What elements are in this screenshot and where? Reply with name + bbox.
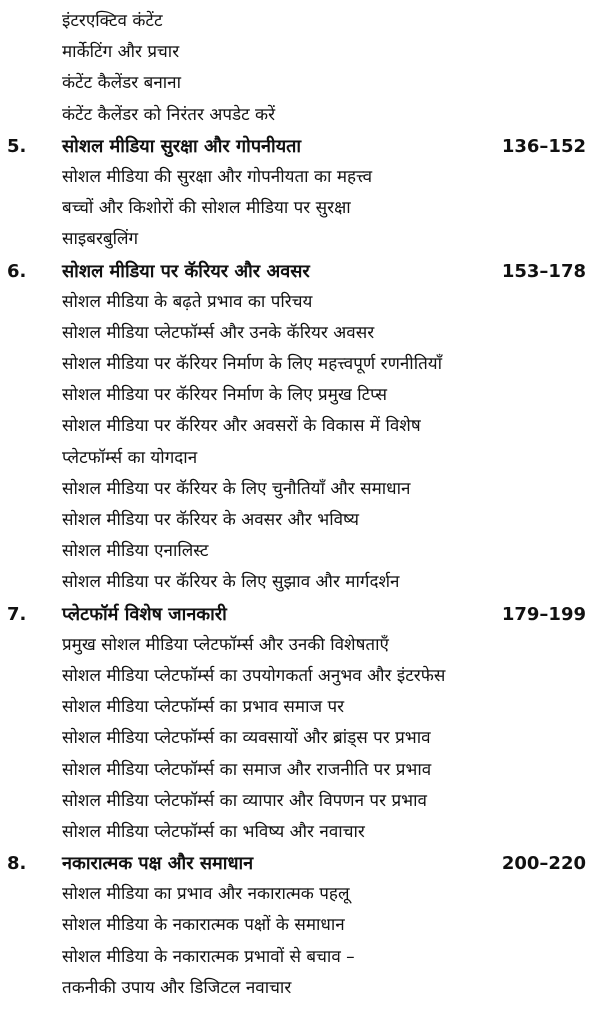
toc-item: इंटरएक्टिव कंटेंट (62, 11, 163, 31)
chapter-pages: 136–152 (501, 135, 586, 157)
chapter-title: नकारात्मक पक्ष और समाधान (62, 853, 254, 875)
toc-item: मार्केटिंग और प्रचार (62, 42, 180, 63)
chapter-title: सोशल मीडिया सुरक्षा और गोपनीयता (62, 135, 302, 157)
toc-item: कंटेंट कैलेंडर को निरंतर अपडेट करें (62, 104, 276, 125)
toc-item: सोशल मीडिया प्लेटफॉर्म्स का प्रभाव समाज पर (62, 697, 345, 718)
toc-item: प्लेटफॉर्म्स का योगदान (62, 447, 198, 468)
toc-item: तकनीकी उपाय और डिजिटल नवाचार (62, 977, 292, 998)
toc-item: सोशल मीडिया के नकारात्मक पक्षों के समाधान (62, 915, 345, 936)
toc-item: प्रमुख सोशल मीडिया प्लेटफॉर्म्स और उनकी विशेषताएँ (62, 634, 389, 655)
chapter-title: प्लेटफॉर्म विशेष जानकारी (62, 603, 227, 625)
toc-item: सोशल मीडिया के नकारात्मक प्रभावों से बचाव – (62, 946, 355, 967)
toc-item: सोशल मीडिया प्लेटफॉर्म्स का व्यापार और विपणन पर प्रभाव (62, 790, 427, 811)
toc-item: सोशल मीडिया प्लेटफॉर्म्स का व्यवसायों और ब्रांड्स पर प्रभाव (62, 728, 431, 749)
toc-item: सोशल मीडिया का प्रभाव और नकारात्मक पहलू (62, 884, 350, 905)
chapter-number: 5. (7, 135, 27, 157)
toc-item: सोशल मीडिया प्लेटफॉर्म्स का उपयोगकर्ता अनुभव और इंटरफेस (62, 665, 446, 686)
chapter-pages: 153–178 (501, 260, 586, 282)
toc-item: सोशल मीडिया पर कॅरियर के लिए चुनौतियाँ और समाधान (62, 478, 411, 499)
toc-item: सोशल मीडिया पर कॅरियर के अवसर और भविष्य (62, 510, 359, 530)
toc-item: सोशल मीडिया पर कॅरियर निर्माण के लिए प्रमुख टिप्स (62, 385, 388, 406)
chapter-heading-7 (0, 599, 600, 630)
toc-item: साइबरबुलिंग (62, 229, 139, 250)
chapter-number: 7. (7, 603, 27, 625)
toc-item: सोशल मीडिया की सुरक्षा और गोपनीयता का महत्त्व (62, 166, 373, 187)
table-of-contents (0, 6, 600, 1004)
toc-item: सोशल मीडिया प्लेटफॉर्म्स का भविष्य और नवाचार (62, 821, 365, 842)
toc-item: कंटेंट कैलेंडर बनाना (62, 73, 182, 94)
chapter-number: 6. (7, 260, 27, 282)
chapter-number: 8. (7, 853, 27, 875)
chapter-heading-8 (0, 848, 600, 879)
toc-item: सोशल मीडिया पर कॅरियर निर्माण के लिए महत्त्वपूर्ण रणनीतियाँ (62, 354, 443, 375)
chapter-pages: 200–220 (501, 853, 586, 875)
toc-item: सोशल मीडिया एनालिस्ट (62, 541, 209, 562)
toc-item: सोशल मीडिया प्लेटफॉर्म्स और उनके कॅरियर अवसर (62, 322, 375, 343)
chapter-heading-5 (0, 131, 600, 162)
chapter-heading-6 (0, 256, 600, 287)
chapter-pages: 179–199 (501, 603, 586, 625)
toc-item: सोशल मीडिया पर कॅरियर के लिए सुझाव और मार्गदर्शन (62, 572, 400, 593)
toc-item: सोशल मीडिया पर कॅरियर और अवसरों के विकास में विशेष (62, 416, 421, 437)
toc-item: बच्चों और किशोरों की सोशल मीडिया पर सुरक्षा (62, 198, 351, 219)
chapter-title: सोशल मीडिया पर कॅरियर और अवसर (62, 260, 310, 282)
toc-item: सोशल मीडिया के बढ़ते प्रभाव का परिचय (62, 291, 313, 312)
toc-item: सोशल मीडिया प्लेटफॉर्म्स का समाज और राजनीति पर प्रभाव (62, 759, 432, 780)
